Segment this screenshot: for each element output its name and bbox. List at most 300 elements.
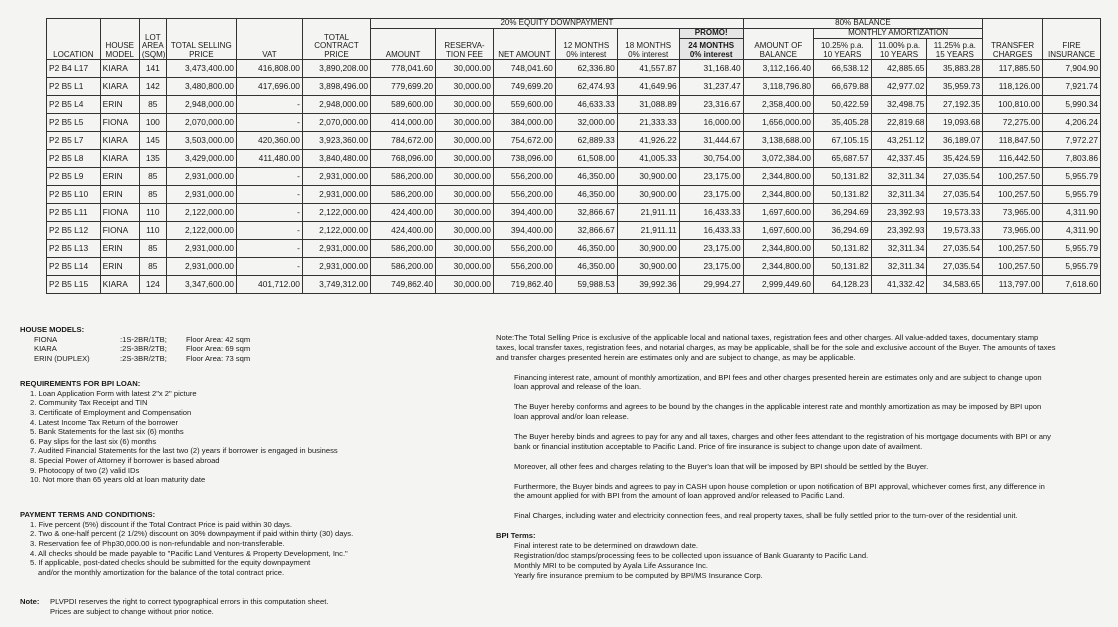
cell-18-months: 41,926.22 — [617, 132, 679, 150]
cell-24-months: 31,237.47 — [679, 78, 743, 96]
cell-rate-1125: 19,573.33 — [927, 222, 983, 240]
requirement-item: 9. Photocopy of two (2) valid IDs — [30, 465, 140, 475]
cell-total-contract-price: 2,931,000.00 — [302, 258, 370, 276]
cell-rate-1025: 35,405.28 — [813, 114, 871, 132]
cell-total-contract-price: 2,931,000.00 — [302, 168, 370, 186]
cell-rate-1025: 66,538.12 — [813, 60, 871, 78]
cell-reservation-fee: 30,000.00 — [436, 168, 494, 186]
requirement-item: 7. Audited Financial Statements for the last two (2) years if borrower is engaged in business — [30, 446, 338, 456]
cell-rate-1025: 36,294.69 — [813, 222, 871, 240]
cell-lot-area: 124 — [139, 276, 166, 294]
cell-reservation-fee: 30,000.00 — [436, 96, 494, 114]
requirement-item: 5. Bank Statements for the last six (6) months — [30, 427, 184, 437]
requirement-item: 3. Certificate of Employment and Compensation — [30, 407, 192, 417]
requirement-item: 4. Latest Income Tax Return of the borrower — [30, 417, 179, 427]
cell-location: P2 B5 L11 — [47, 204, 101, 222]
cell-lot-area: 145 — [139, 132, 166, 150]
cell-reservation-fee: 30,000.00 — [436, 204, 494, 222]
note-paragraph: Financing interest rate, amount of monthly amortization, and BPI fees and other charges presented herein are estimates only and are subject to change upon loan approval and release of the loan. — [514, 372, 1042, 392]
cell-rate-1025: 50,131.82 — [813, 240, 871, 258]
cell-total-contract-price: 2,122,000.00 — [302, 204, 370, 222]
cell-house-model: ERIN — [100, 168, 139, 186]
bottom-note-line2: Prices are subject to change without prior notice. — [50, 606, 214, 616]
cell-amount: 589,600.00 — [371, 96, 436, 114]
cell-total-contract-price: 2,948,000.00 — [302, 96, 370, 114]
table-row — [47, 60, 1101, 78]
cell-net-amount: 556,200.00 — [493, 258, 555, 276]
cell-12-months: 46,350.00 — [555, 186, 617, 204]
cell-amount-of-balance: 3,138,688.00 — [743, 132, 813, 150]
cell-transfer-charges: 73,965.00 — [983, 222, 1043, 240]
cell-amount: 586,200.00 — [371, 168, 436, 186]
cell-house-model: KIARA — [100, 276, 139, 294]
model-floor-area: Floor Area: 42 sqm — [186, 334, 251, 344]
cell-12-months: 32,866.67 — [555, 204, 617, 222]
cell-rate-1125: 19,573.33 — [927, 204, 983, 222]
house-model-item — [20, 335, 296, 345]
cell-location: P2 B5 L7 — [47, 132, 101, 150]
cell-location: P2 B5 L10 — [47, 186, 101, 204]
cell-amount-of-balance: 3,072,384.00 — [743, 150, 813, 168]
cell-reservation-fee: 30,000.00 — [436, 60, 494, 78]
cell-fire-insurance: 7,972.27 — [1043, 132, 1101, 150]
group-monthly-amortization: MONTHLY AMORTIZATION — [813, 29, 982, 39]
cell-rate-1100: 23,392.93 — [871, 222, 927, 240]
cell-house-model: ERIN — [100, 240, 139, 258]
cell-12-months: 32,866.67 — [555, 222, 617, 240]
price-table — [46, 18, 1101, 294]
cell-rate-1100: 32,311.34 — [871, 258, 927, 276]
cell-reservation-fee: 30,000.00 — [436, 132, 494, 150]
cell-fire-insurance: 7,618.60 — [1043, 276, 1101, 294]
cell-24-months: 16,433.33 — [679, 222, 743, 240]
cell-transfer-charges: 113,797.00 — [983, 276, 1043, 294]
col-lot-area: LOT AREA (SQM) — [139, 19, 166, 60]
cell-location: P2 B5 L12 — [47, 222, 101, 240]
price-table-body — [47, 60, 1101, 294]
col-12-months: 12 MONTHS 0% interest — [555, 29, 617, 60]
cell-location: P2 B5 L15 — [47, 276, 101, 294]
cell-18-months: 41,649.96 — [617, 78, 679, 96]
cell-rate-1025: 50,422.59 — [813, 96, 871, 114]
payment-terms-section — [20, 510, 353, 577]
cell-rate-1100: 22,819.68 — [871, 114, 927, 132]
col-24-months: 24 MONTHS 0% interest — [679, 39, 743, 60]
col-vat: VAT — [236, 19, 302, 60]
cell-house-model: ERIN — [100, 186, 139, 204]
right-notes — [496, 333, 1056, 580]
table-row — [47, 276, 1101, 294]
cell-vat: 411,480.00 — [236, 150, 302, 168]
cell-lot-area: 100 — [139, 114, 166, 132]
bpi-terms-list — [496, 541, 1056, 580]
cell-fire-insurance: 5,955.79 — [1043, 168, 1101, 186]
note-paragraph: The Buyer hereby conforms and agrees to be bound by the changes in the applicable interest rate and monthly amortization as may be imposed by BPI upon loan approval and/or loan release. — [514, 402, 1042, 422]
requirements-section — [20, 379, 338, 485]
note-paragraph: Furthermore, the Buyer binds and agrees to pay in CASH upon house completion or upon notification of BPI approval, whichever comes first, any difference in the amount applied for with BPI from the amount of loan approved and/or released to Pacific Land. — [514, 481, 1045, 501]
house-models-title: HOUSE MODELS: — [20, 325, 85, 334]
cell-vat: 420,360.00 — [236, 132, 302, 150]
cell-rate-1100: 32,311.34 — [871, 168, 927, 186]
requirements-list — [20, 389, 338, 485]
col-total-selling-price: TOTAL SELLING PRICE — [166, 19, 236, 60]
cell-12-months: 46,350.00 — [555, 168, 617, 186]
cell-house-model: KIARA — [100, 60, 139, 78]
cell-12-months: 46,350.00 — [555, 258, 617, 276]
cell-amount-of-balance: 2,358,400.00 — [743, 96, 813, 114]
cell-18-months: 30,900.00 — [617, 168, 679, 186]
cell-lot-area: 141 — [139, 60, 166, 78]
cell-24-months: 23,175.00 — [679, 168, 743, 186]
cell-total-selling-price: 2,948,000.00 — [166, 96, 236, 114]
table-row — [47, 132, 1101, 150]
bpi-term-item: Final interest rate to be determined on drawdown date. — [514, 541, 699, 551]
cell-rate-1025: 67,105.15 — [813, 132, 871, 150]
cell-amount: 586,200.00 — [371, 258, 436, 276]
cell-net-amount: 748,041.60 — [493, 60, 555, 78]
cell-12-months: 59,988.53 — [555, 276, 617, 294]
cell-rate-1125: 35,883.28 — [927, 60, 983, 78]
cell-amount: 424,400.00 — [371, 222, 436, 240]
cell-18-months: 39,992.36 — [617, 276, 679, 294]
cell-transfer-charges: 72,275.00 — [983, 114, 1043, 132]
cell-transfer-charges: 100,810.00 — [983, 96, 1043, 114]
cell-amount-of-balance: 3,112,166.40 — [743, 60, 813, 78]
cell-amount-of-balance: 2,999,449.60 — [743, 276, 813, 294]
cell-18-months: 21,333.33 — [617, 114, 679, 132]
cell-reservation-fee: 30,000.00 — [436, 222, 494, 240]
cell-net-amount: 749,699.20 — [493, 78, 555, 96]
cell-18-months: 30,900.00 — [617, 258, 679, 276]
requirement-item: 10. Not more than 65 years old at loan maturity date — [30, 475, 206, 485]
cell-vat: - — [236, 240, 302, 258]
cell-amount: 586,200.00 — [371, 240, 436, 258]
table-row — [47, 114, 1101, 132]
cell-location: P2 B5 L14 — [47, 258, 101, 276]
cell-rate-1100: 32,311.34 — [871, 240, 927, 258]
cell-reservation-fee: 30,000.00 — [436, 186, 494, 204]
cell-12-months: 32,000.00 — [555, 114, 617, 132]
table-row — [47, 150, 1101, 168]
cell-24-months: 23,316.67 — [679, 96, 743, 114]
cell-amount-of-balance: 2,344,800.00 — [743, 258, 813, 276]
cell-rate-1125: 27,035.54 — [927, 240, 983, 258]
table-row — [47, 168, 1101, 186]
cell-net-amount: 754,672.00 — [493, 132, 555, 150]
cell-house-model: FIONA — [100, 114, 139, 132]
table-row — [47, 204, 1101, 222]
cell-24-months: 30,754.00 — [679, 150, 743, 168]
cell-rate-1025: 50,131.82 — [813, 258, 871, 276]
cell-amount-of-balance: 1,697,600.00 — [743, 222, 813, 240]
col-rate-1100: 11.00% p.a. 10 YEARS — [871, 39, 927, 60]
cell-24-months: 23,175.00 — [679, 258, 743, 276]
col-rate-1125: 11.25% p.a. 15 YEARS — [927, 39, 983, 60]
cell-rate-1025: 50,131.82 — [813, 186, 871, 204]
cell-amount: 414,000.00 — [371, 114, 436, 132]
cell-transfer-charges: 118,126.00 — [983, 78, 1043, 96]
cell-total-contract-price: 3,890,208.00 — [302, 60, 370, 78]
cell-transfer-charges: 117,885.50 — [983, 60, 1043, 78]
cell-rate-1025: 65,687.57 — [813, 150, 871, 168]
cell-reservation-fee: 30,000.00 — [436, 78, 494, 96]
cell-total-contract-price: 2,931,000.00 — [302, 186, 370, 204]
cell-24-months: 23,175.00 — [679, 186, 743, 204]
cell-net-amount: 394,400.00 — [493, 222, 555, 240]
col-amount-of-balance: AMOUNT OF BALANCE — [743, 29, 813, 60]
cell-amount: 779,699.20 — [371, 78, 436, 96]
cell-total-selling-price: 2,122,000.00 — [166, 204, 236, 222]
house-model-item — [20, 354, 296, 364]
cell-house-model: KIARA — [100, 150, 139, 168]
cell-house-model: FIONA — [100, 222, 139, 240]
cell-location: P2 B5 L4 — [47, 96, 101, 114]
cell-lot-area: 85 — [139, 240, 166, 258]
col-amount: AMOUNT — [371, 29, 436, 60]
cell-24-months: 29,994.27 — [679, 276, 743, 294]
cell-lot-area: 110 — [139, 204, 166, 222]
cell-24-months: 31,168.40 — [679, 60, 743, 78]
model-code: :1S-2BR/1TB; — [120, 334, 167, 344]
cell-total-selling-price: 3,473,400.00 — [166, 60, 236, 78]
cell-net-amount: 559,600.00 — [493, 96, 555, 114]
cell-18-months: 21,911.11 — [617, 222, 679, 240]
cell-fire-insurance: 7,904.90 — [1043, 60, 1101, 78]
cell-house-model: ERIN — [100, 96, 139, 114]
cell-transfer-charges: 118,847.50 — [983, 132, 1043, 150]
table-row — [47, 96, 1101, 114]
group-balance: 80% BALANCE — [743, 19, 982, 29]
col-total-contract-price: TOTAL CONTRACT PRICE — [302, 19, 370, 60]
cell-total-contract-price: 3,923,360.00 — [302, 132, 370, 150]
cell-amount-of-balance: 1,656,000.00 — [743, 114, 813, 132]
col-rate-1025: 10.25% p.a. 10 YEARS — [813, 39, 871, 60]
cell-total-selling-price: 2,931,000.00 — [166, 258, 236, 276]
cell-rate-1125: 27,035.54 — [927, 258, 983, 276]
cell-18-months: 31,088.89 — [617, 96, 679, 114]
cell-location: P2 B5 L8 — [47, 150, 101, 168]
model-name: ERIN (DUPLEX) — [34, 353, 90, 363]
cell-net-amount: 394,400.00 — [493, 204, 555, 222]
note-paragraph: Final Charges, including water and electricity connection fees, and real property taxes, shall be fully settled prior to the turn-over of the residential unit. — [514, 511, 1018, 521]
requirement-item: 2. Community Tax Receipt and TIN — [30, 398, 148, 408]
cell-lot-area: 142 — [139, 78, 166, 96]
cell-total-contract-price: 2,122,000.00 — [302, 222, 370, 240]
requirement-item: 1. Loan Application Form with latest 2"x 2" picture — [30, 388, 197, 398]
cell-total-selling-price: 2,070,000.00 — [166, 114, 236, 132]
cell-18-months: 41,557.87 — [617, 60, 679, 78]
cell-location: P2 B5 L9 — [47, 168, 101, 186]
cell-fire-insurance: 5,955.79 — [1043, 258, 1101, 276]
cell-18-months: 30,900.00 — [617, 186, 679, 204]
cell-vat: - — [236, 96, 302, 114]
cell-total-selling-price: 3,480,800.00 — [166, 78, 236, 96]
right-notes-paragraphs — [496, 333, 1056, 521]
cell-12-months: 62,889.33 — [555, 132, 617, 150]
payment-term-item: and/or the monthly amortization for the balance of the total contract price. — [38, 567, 285, 577]
cell-fire-insurance: 5,955.79 — [1043, 186, 1101, 204]
requirements-title: REQUIREMENTS FOR BPI LOAN: — [20, 379, 141, 388]
cell-amount: 424,400.00 — [371, 204, 436, 222]
cell-12-months: 46,633.33 — [555, 96, 617, 114]
model-name: FIONA — [34, 334, 58, 344]
promo-label: PROMO! — [679, 29, 743, 39]
cell-amount-of-balance: 2,344,800.00 — [743, 186, 813, 204]
cell-amount: 586,200.00 — [371, 186, 436, 204]
bottom-note-line1: PLVPDI reserves the right to correct typographical errors in this computation sheet. — [50, 597, 329, 606]
cell-fire-insurance: 7,921.74 — [1043, 78, 1101, 96]
bpi-terms-title: BPI Terms: — [496, 531, 536, 541]
cell-vat: - — [236, 222, 302, 240]
cell-rate-1100: 41,332.42 — [871, 276, 927, 294]
table-row — [47, 258, 1101, 276]
cell-rate-1100: 42,885.65 — [871, 60, 927, 78]
bpi-term-item: Registration/doc stamps/processing fees to be collected upon issuance of Bank Guaranty to Pacific Land. — [514, 550, 869, 560]
cell-total-selling-price: 3,503,000.00 — [166, 132, 236, 150]
cell-24-months: 16,433.33 — [679, 204, 743, 222]
cell-location: P2 B5 L13 — [47, 240, 101, 258]
col-location: LOCATION — [47, 19, 101, 60]
cell-location: P2 B5 L5 — [47, 114, 101, 132]
model-code: :2S-3BR/2TB; — [120, 344, 167, 354]
cell-amount-of-balance: 3,118,796.80 — [743, 78, 813, 96]
cell-reservation-fee: 30,000.00 — [436, 276, 494, 294]
bottom-note-label: Note: — [20, 597, 40, 606]
cell-house-model: ERIN — [100, 258, 139, 276]
cell-vat: 416,808.00 — [236, 60, 302, 78]
cell-reservation-fee: 30,000.00 — [436, 114, 494, 132]
cell-fire-insurance: 7,803.86 — [1043, 150, 1101, 168]
cell-rate-1125: 19,093.68 — [927, 114, 983, 132]
cell-12-months: 62,336.80 — [555, 60, 617, 78]
cell-amount-of-balance: 2,344,800.00 — [743, 240, 813, 258]
cell-rate-1100: 32,311.34 — [871, 186, 927, 204]
cell-fire-insurance: 5,990.34 — [1043, 96, 1101, 114]
note-paragraph: Note:The Total Selling Price is exclusive of the applicable local and national taxes, registration fees and other charges. All value-added taxes, documentary stamp taxes, local transfer taxes, registration fees, and notarial charges, as may be applicable, shall be for the sole and exclusive account of the Buyer. The amounts of taxes and transfer charges presented herein are estimates only and are subject to change, as may be applicable. — [496, 333, 1056, 362]
cell-lot-area: 85 — [139, 186, 166, 204]
cell-fire-insurance: 5,955.79 — [1043, 240, 1101, 258]
cell-total-contract-price: 2,931,000.00 — [302, 240, 370, 258]
cell-total-contract-price: 3,840,480.00 — [302, 150, 370, 168]
cell-transfer-charges: 73,965.00 — [983, 204, 1043, 222]
cell-vat: - — [236, 168, 302, 186]
col-fire-insurance: FIRE INSURANCE — [1043, 19, 1101, 60]
cell-vat: 401,712.00 — [236, 276, 302, 294]
cell-amount-of-balance: 2,344,800.00 — [743, 168, 813, 186]
cell-total-contract-price: 2,070,000.00 — [302, 114, 370, 132]
table-row — [47, 78, 1101, 96]
cell-12-months: 46,350.00 — [555, 240, 617, 258]
cell-vat: - — [236, 186, 302, 204]
bottom-note — [20, 597, 328, 616]
cell-rate-1125: 27,035.54 — [927, 186, 983, 204]
cell-18-months: 21,911.11 — [617, 204, 679, 222]
cell-fire-insurance: 4,206.24 — [1043, 114, 1101, 132]
cell-total-selling-price: 3,347,600.00 — [166, 276, 236, 294]
model-floor-area: Floor Area: 73 sqm — [186, 353, 251, 363]
cell-total-selling-price: 2,931,000.00 — [166, 240, 236, 258]
bpi-term-item: Monthly MRI to be computed by Ayala Life Assurance Inc. — [514, 560, 709, 570]
col-transfer-charges: TRANSFER CHARGES — [983, 19, 1043, 60]
payment-term-item: 3. Reservation fee of Php30,000.00 is non-refundable and non-transferable. — [30, 538, 285, 548]
cell-transfer-charges: 100,257.50 — [983, 240, 1043, 258]
cell-lot-area: 110 — [139, 222, 166, 240]
cell-total-selling-price: 2,931,000.00 — [166, 168, 236, 186]
cell-transfer-charges: 100,257.50 — [983, 168, 1043, 186]
cell-net-amount: 384,000.00 — [493, 114, 555, 132]
cell-24-months: 16,000.00 — [679, 114, 743, 132]
cell-amount-of-balance: 1,697,600.00 — [743, 204, 813, 222]
cell-rate-1125: 34,583.65 — [927, 276, 983, 294]
cell-amount: 749,862.40 — [371, 276, 436, 294]
cell-house-model: KIARA — [100, 132, 139, 150]
model-code: :2S-3BR/2TB; — [120, 353, 167, 363]
requirement-item: 8. Special Power of Attorney if borrower is based abroad — [30, 456, 220, 466]
payment-terms-list — [20, 520, 353, 578]
cell-rate-1125: 27,035.54 — [927, 168, 983, 186]
cell-location: P2 B4 L17 — [47, 60, 101, 78]
cell-lot-area: 85 — [139, 96, 166, 114]
cell-rate-1125: 35,424.59 — [927, 150, 983, 168]
cell-rate-1025: 50,131.82 — [813, 168, 871, 186]
cell-fire-insurance: 4,311.90 — [1043, 204, 1101, 222]
cell-rate-1100: 32,498.75 — [871, 96, 927, 114]
cell-net-amount: 738,096.00 — [493, 150, 555, 168]
col-reservation-fee: RESERVA- TION FEE — [436, 29, 494, 60]
cell-24-months: 31,444.67 — [679, 132, 743, 150]
cell-18-months: 41,005.33 — [617, 150, 679, 168]
cell-rate-1025: 64,128.23 — [813, 276, 871, 294]
cell-rate-1100: 42,337.45 — [871, 150, 927, 168]
payment-term-item: 4. All checks should be made payable to "Pacific Land Ventures & Property Development, Inc." — [30, 548, 348, 558]
cell-lot-area: 85 — [139, 168, 166, 186]
cell-total-contract-price: 3,749,312.00 — [302, 276, 370, 294]
cell-amount: 778,041.60 — [371, 60, 436, 78]
cell-rate-1100: 42,977.02 — [871, 78, 927, 96]
cell-rate-1025: 36,294.69 — [813, 204, 871, 222]
house-models-list — [20, 335, 296, 364]
table-row — [47, 222, 1101, 240]
requirement-item: 6. Pay slips for the last six (6) months — [30, 436, 157, 446]
cell-rate-1125: 36,189.07 — [927, 132, 983, 150]
cell-net-amount: 556,200.00 — [493, 186, 555, 204]
model-name: KIARA — [34, 344, 57, 354]
cell-lot-area: 85 — [139, 258, 166, 276]
cell-24-months: 23,175.00 — [679, 240, 743, 258]
cell-rate-1100: 23,392.93 — [871, 204, 927, 222]
payment-term-item: 1. Five percent (5%) discount if the Total Contract Price is paid within 30 days. — [30, 519, 292, 529]
cell-net-amount: 556,200.00 — [493, 168, 555, 186]
cell-12-months: 62,474.93 — [555, 78, 617, 96]
cell-house-model: KIARA — [100, 78, 139, 96]
house-models-section — [20, 325, 296, 364]
cell-rate-1125: 35,959.73 — [927, 78, 983, 96]
cell-total-selling-price: 3,429,000.00 — [166, 150, 236, 168]
cell-transfer-charges: 100,257.50 — [983, 258, 1043, 276]
cell-18-months: 30,900.00 — [617, 240, 679, 258]
cell-rate-1025: 66,679.88 — [813, 78, 871, 96]
cell-rate-1100: 43,251.12 — [871, 132, 927, 150]
cell-transfer-charges: 116,442.50 — [983, 150, 1043, 168]
cell-total-selling-price: 2,122,000.00 — [166, 222, 236, 240]
bpi-term-item: Yearly fire insurance premium to be computed by BPI/MS Insurance Corp. — [514, 570, 763, 580]
note-paragraph: Moreover, all other fees and charges relating to the Buyer's loan that will be imposed by BPI should be settled by the Buyer. — [514, 461, 929, 471]
cell-fire-insurance: 4,311.90 — [1043, 222, 1101, 240]
col-house-model: HOUSE MODEL — [100, 19, 139, 60]
cell-reservation-fee: 30,000.00 — [436, 240, 494, 258]
cell-vat: 417,696.00 — [236, 78, 302, 96]
cell-reservation-fee: 30,000.00 — [436, 258, 494, 276]
